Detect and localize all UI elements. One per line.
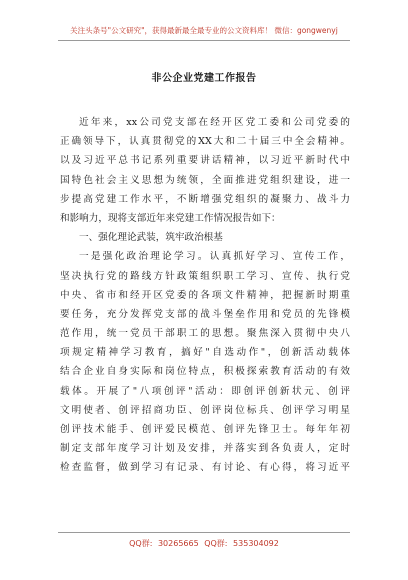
body-line: 正确领导下，认真贯彻党的XX大和二十届三中全会精神。 [60, 136, 350, 148]
body-line: 范作用，统一党员干部职工的思想。聚焦深入贯彻中央八 [60, 328, 350, 340]
body-line: 和影响力，现将支部近年来党建工作情况报告如下： [60, 212, 281, 224]
body-line: 国特色社会主义思想为统领，全面推进党组织建设，进一 [60, 174, 350, 186]
body-line: 制定支部年度学习计划及安排，并落实到各负责人，定时 [60, 443, 350, 455]
body-line: 一是强化政治理论学习。认真抓好学习、宣传工作， [79, 251, 350, 263]
body-line: 创评技术能手、创评爱民模范、创评先锋卫士。每年年初 [60, 424, 350, 435]
header-banner: 关注头条号"公文研究"，获得最新最全最专业的公文资料库！ 微信：gongwenyj [70, 26, 338, 35]
header-divider [58, 40, 350, 41]
body-line: 结合企业自身实际和岗位特点，积极探索教育活动的有效 [60, 366, 350, 378]
body-line: 项规定精神学习教育，搞好"自选动作"，创新活动载体 [60, 347, 350, 359]
body-line: 要任务，充分发挥党支部的战斗堡垒作用和党员的先锋模 [60, 308, 350, 320]
body-line: 文明使者、创评招商功臣、创评岗位标兵、创评学习明星 [60, 404, 350, 416]
body-line: 步提高党建工作水平，不断增强党组织的凝聚力、战斗力 [60, 193, 350, 205]
body-line: 载体。开展了"八项创评"活动：即创评创新状元、创评 [60, 385, 350, 397]
body-line: 近年来，xx公司党支部在经开区党工委和公司党委的 [79, 117, 350, 128]
body-line: 以及习近平总书记系列重要讲话精神，以习近平新时代中 [60, 155, 350, 167]
document-title: 非公企业党建工作报告 [151, 73, 257, 84]
body-line: 一、强化理论武装，筑牢政治根基 [79, 232, 223, 244]
footer-contact: QQ群: 30265665 QQ群: 535304092 [129, 539, 279, 548]
document-body [60, 113, 350, 478]
body-line: 坚决执行党的路线方针政策组织职工学习、宣传、执行党 [60, 270, 350, 282]
body-line: 中央、省市和经开区党委的各项文件精神，把握新时期重 [60, 289, 350, 301]
body-line: 检查监督，做到学习有记录、有讨论、有心得，将习近平 [60, 462, 350, 474]
footer-divider [58, 532, 350, 533]
